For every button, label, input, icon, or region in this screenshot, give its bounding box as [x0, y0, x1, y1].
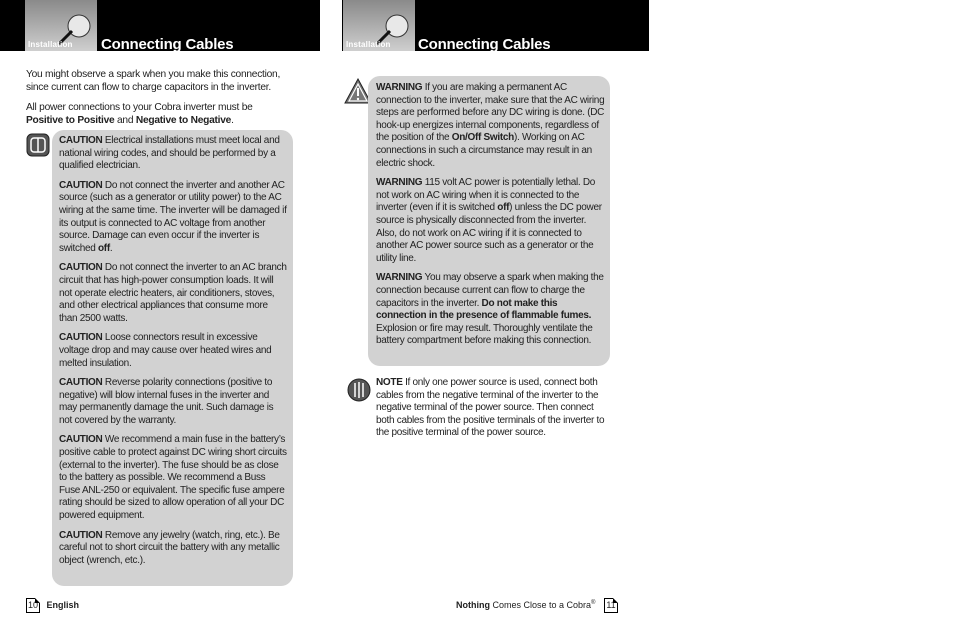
note-text: NOTE If only one power source is used, connect both cables from the negative terminal of the inverter to the negative terminal of the power source. Then connect both cables from the positive terminals of the inverter to the positive terminal of the power source.: [376, 377, 605, 439]
warning-box: [368, 76, 610, 366]
caution-2: CAUTION Do not connect the inverter and another AC source (such as a generator or utility power) to the AC wiring at the same time. The inverter will be damaged if its output is connected to AC voltage from another source. Damage can even occur if the inverter is switched off.: [59, 179, 287, 254]
right-footer: [456, 598, 618, 613]
caution-3: CAUTION Do not connect the inverter to an AC branch circuit that has high-power consumption loads. It will not operate electric heaters, air conditioners, stoves, and other electrical appliances that consume more than 2500 watts.: [59, 262, 287, 324]
caution-1: CAUTION Electrical installations must meet local and national wiring codes, and should be performed by a qualified electrician.: [59, 135, 280, 172]
section-tab: [25, 0, 97, 51]
footer-tagline: Nothing Comes Close to a Cobra®: [456, 600, 596, 610]
right-page: [342, 0, 632, 636]
note-icon: [347, 378, 371, 402]
section-tab-label: Installation: [28, 40, 73, 49]
intro-paragraph-2: All power connections to your Cobra inverter must be Positive to Positive and Negative to Negative.: [26, 102, 253, 126]
section-tab: [343, 0, 415, 51]
page-title: Connecting Cables: [101, 36, 234, 53]
left-footer: [26, 598, 79, 613]
page-number: 11: [604, 598, 618, 613]
footer-language: English: [46, 600, 80, 610]
warning-2: WARNING 115 volt AC power is potentially lethal. Do not work on AC wiring when it is connected to the inverter (even if it is switched off) unless the DC power source is physically disconnected from the inverter. Also, do not work on AC wiring if it is connected to another AC power source such as a generator or the utility line.: [376, 177, 602, 264]
caution-5: CAUTION Reverse polarity connections (positive to negative) will blow internal fuses in the inverter and may permanently damage the unit. Such damage is not covered by the warranty.: [59, 377, 274, 426]
section-tab-label: Installation: [346, 40, 391, 49]
page-number: 10: [26, 598, 40, 613]
warning-3: WARNING You may observe a spark when making the connection because current can flow to charge the capacitors in the inverter. Do not make this connection in the presence of flammable fumes. Explosion or fire may result. Thoroughly ventilate the battery compartment before making this connection.: [376, 272, 604, 347]
intro-paragraph-1: You might observe a spark when you make this connection, since current can flow to charge capacitors in the inverter.: [26, 69, 281, 93]
warning-1: WARNING If you are making a permanent AC connection to the inverter, make sure that the AC wiring steps are performed before any DC wiring is done. (DC hook-up energizes internal components, regardless of the position of the On/Off Switch). Working on AC connections in such a circumstance may result in an electric shock.: [376, 82, 605, 169]
left-page: [0, 0, 320, 636]
caution-box: [52, 130, 293, 586]
caution-icon: [26, 133, 50, 157]
intro-text: [26, 69, 292, 135]
caution-4: CAUTION Loose connectors result in excessive voltage drop and may cause over heated wires and melted insulation.: [59, 332, 272, 369]
caution-7: CAUTION Remove any jewelry (watch, ring, etc.). Be careful not to short circuit the battery with any metallic object (wrench, etc.).: [59, 529, 280, 566]
caution-6: CAUTION We recommend a main fuse in the battery’s positive cable to protect against DC wiring short circuits (external to the inverter). The fuse should be as close to the battery as possible. We recommend a Buss Fuse ANL-250 or equivalent. The specific fuse ampere rating should be sized to allow operation of all your DC powered equipment.: [59, 434, 287, 522]
page-title: Connecting Cables: [418, 36, 551, 53]
